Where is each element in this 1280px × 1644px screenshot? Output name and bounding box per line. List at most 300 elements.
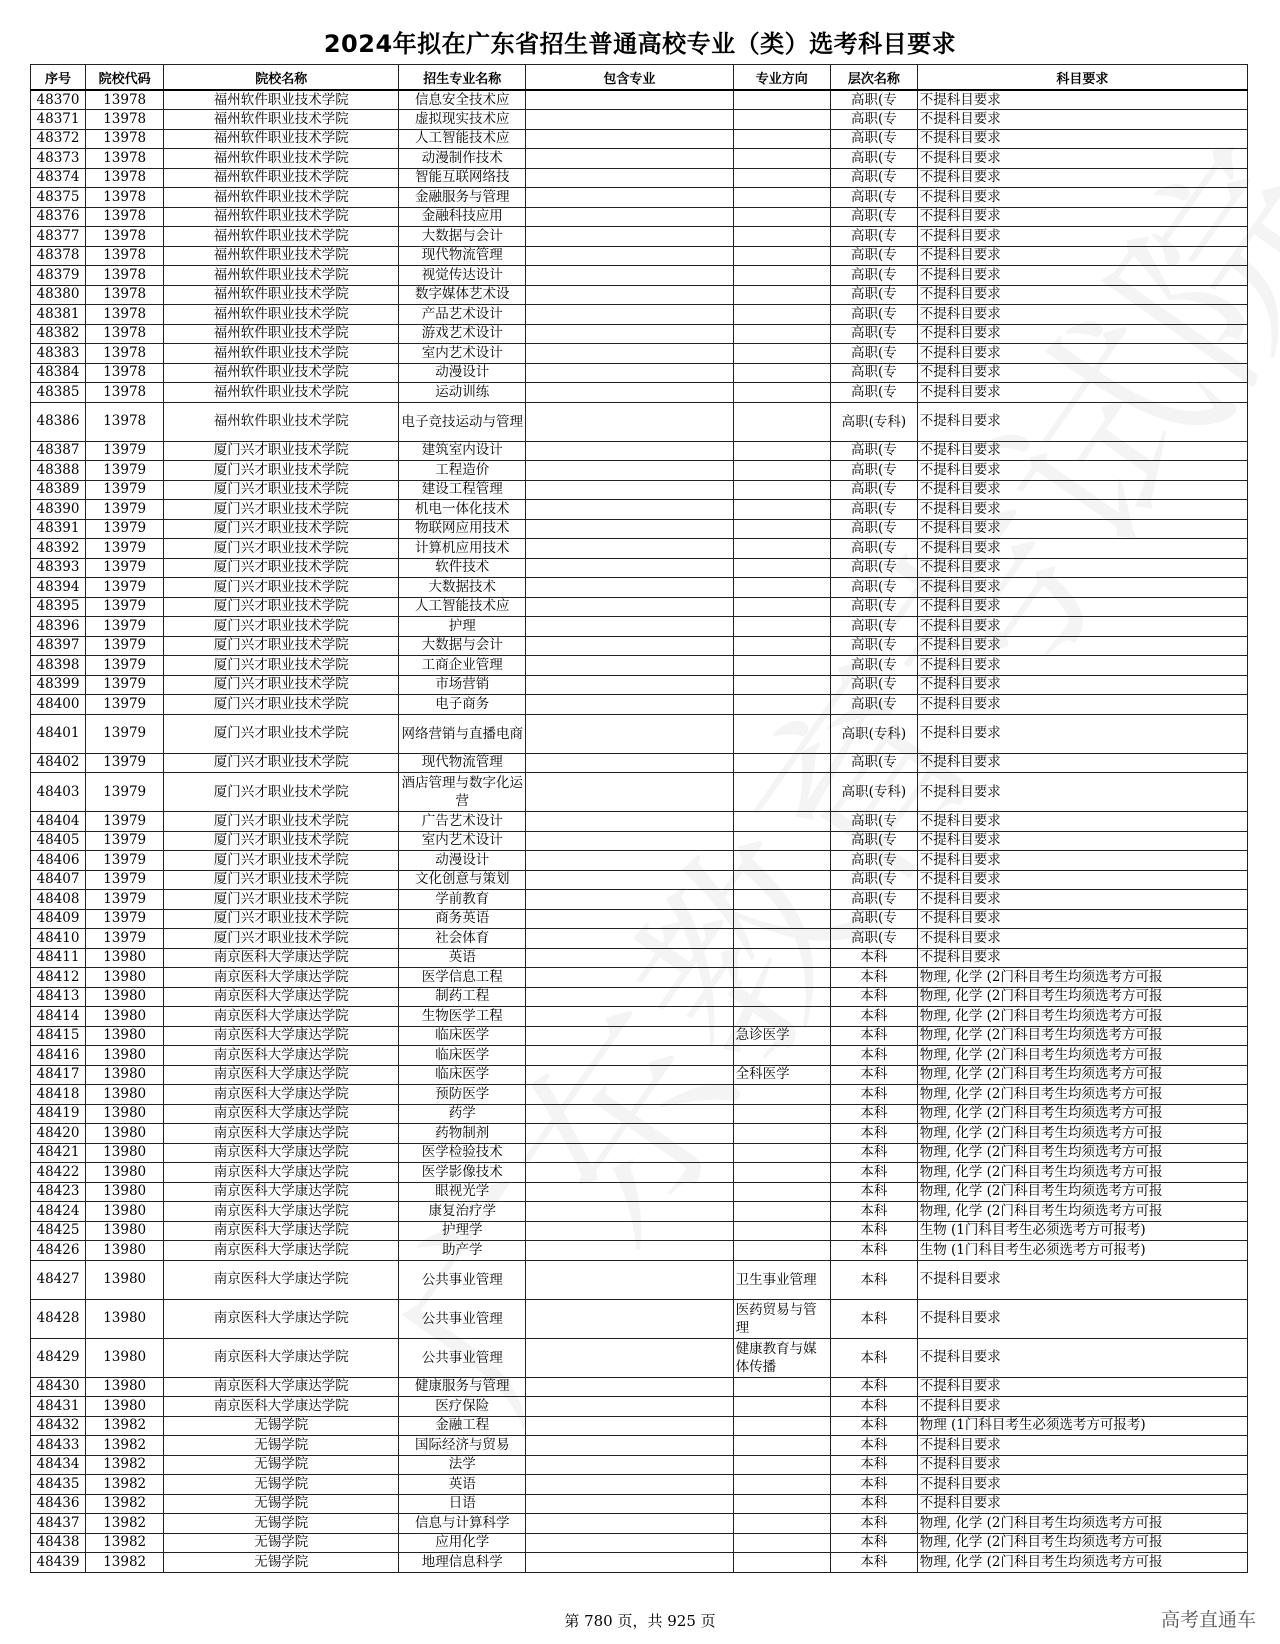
cell-seq: 48395 bbox=[31, 597, 86, 617]
cell-school-name: 福州软件职业技术学院 bbox=[164, 363, 399, 383]
cell-seq: 48386 bbox=[31, 402, 86, 441]
cell-subject-requirement: 不提科目要求 bbox=[917, 539, 1247, 559]
cell-major-direction: 医药贸易与管理 bbox=[733, 1299, 830, 1338]
cell-school-code: 13980 bbox=[86, 987, 164, 1007]
cell-major-name: 智能互联网络技 bbox=[399, 168, 526, 188]
cell-included-majors bbox=[526, 1007, 733, 1027]
cell-school-code: 13980 bbox=[86, 1085, 164, 1105]
cell-seq: 48382 bbox=[31, 324, 86, 344]
cell-included-majors bbox=[526, 948, 733, 968]
cell-seq: 48435 bbox=[31, 1475, 86, 1495]
table-row bbox=[31, 617, 1248, 637]
table-row bbox=[31, 890, 1248, 910]
cell-included-majors bbox=[526, 851, 733, 871]
cell-seq: 48392 bbox=[31, 539, 86, 559]
cell-subject-requirement: 不提科目要求 bbox=[917, 929, 1247, 949]
cell-seq: 48390 bbox=[31, 500, 86, 520]
cell-major-direction bbox=[733, 461, 830, 481]
cell-school-code: 13980 bbox=[86, 1046, 164, 1066]
cell-subject-requirement: 物理, 化学 (2门科目考生均须选考方可报 bbox=[917, 1514, 1247, 1534]
cell-level: 高职(专 bbox=[830, 285, 917, 305]
cell-major-name: 应用化学 bbox=[399, 1533, 526, 1553]
cell-seq: 48413 bbox=[31, 987, 86, 1007]
cell-included-majors bbox=[526, 597, 733, 617]
cell-major-direction bbox=[733, 1007, 830, 1027]
cell-major-direction bbox=[733, 402, 830, 441]
cell-major-name: 建筑室内设计 bbox=[399, 441, 526, 461]
cell-level: 高职(专 bbox=[830, 617, 917, 637]
cell-major-name: 英语 bbox=[399, 1475, 526, 1495]
cell-major-name: 药学 bbox=[399, 1104, 526, 1124]
cell-school-name: 厦门兴才职业技术学院 bbox=[164, 539, 399, 559]
cell-school-name: 福州软件职业技术学院 bbox=[164, 168, 399, 188]
cell-level: 本科 bbox=[830, 1065, 917, 1085]
cell-school-code: 13979 bbox=[86, 890, 164, 910]
cell-major-name: 动漫制作技术 bbox=[399, 149, 526, 169]
cell-included-majors bbox=[526, 324, 733, 344]
page-number: 第 780 页，共 925 页 bbox=[564, 1612, 716, 1630]
cell-major-direction bbox=[733, 1241, 830, 1261]
cell-major-direction bbox=[733, 1455, 830, 1475]
cell-school-code: 13979 bbox=[86, 441, 164, 461]
column-header-level: 层次名称 bbox=[830, 65, 917, 91]
cell-included-majors bbox=[526, 675, 733, 695]
cell-major-direction bbox=[733, 90, 830, 110]
cell-school-name: 福州软件职业技术学院 bbox=[164, 266, 399, 286]
cell-major-name: 护理 bbox=[399, 617, 526, 637]
cell-school-code: 13980 bbox=[86, 1182, 164, 1202]
table-row bbox=[31, 1065, 1248, 1085]
cell-level: 本科 bbox=[830, 1514, 917, 1534]
table-row bbox=[31, 168, 1248, 188]
cell-school-name: 南京医科大学康达学院 bbox=[164, 1377, 399, 1397]
table-row bbox=[31, 753, 1248, 773]
cell-major-direction bbox=[733, 480, 830, 500]
cell-school-name: 福州软件职业技术学院 bbox=[164, 149, 399, 169]
cell-seq: 48396 bbox=[31, 617, 86, 637]
table-header-row bbox=[31, 65, 1248, 91]
cell-included-majors bbox=[526, 441, 733, 461]
cell-level: 高职(专 bbox=[830, 656, 917, 676]
cell-subject-requirement: 不提科目要求 bbox=[917, 695, 1247, 715]
cell-school-name: 厦门兴才职业技术学院 bbox=[164, 519, 399, 539]
cell-school-code: 13978 bbox=[86, 324, 164, 344]
cell-school-name: 福州软件职业技术学院 bbox=[164, 129, 399, 149]
cell-included-majors bbox=[526, 929, 733, 949]
cell-major-direction bbox=[733, 617, 830, 637]
cell-major-direction: 健康教育与媒体传播 bbox=[733, 1338, 830, 1377]
cell-major-name: 物联网应用技术 bbox=[399, 519, 526, 539]
cell-included-majors bbox=[526, 1299, 733, 1338]
cell-major-direction bbox=[733, 714, 830, 753]
cell-level: 高职(专 bbox=[830, 812, 917, 832]
cell-major-direction bbox=[733, 149, 830, 169]
cell-seq: 48370 bbox=[31, 90, 86, 110]
cell-major-name: 临床医学 bbox=[399, 1065, 526, 1085]
cell-school-name: 南京医科大学康达学院 bbox=[164, 1221, 399, 1241]
cell-seq: 48430 bbox=[31, 1377, 86, 1397]
cell-subject-requirement: 物理, 化学 (2门科目考生均须选考方可报 bbox=[917, 1553, 1247, 1573]
cell-school-code: 13979 bbox=[86, 597, 164, 617]
cell-school-code: 13979 bbox=[86, 617, 164, 637]
cell-school-code: 13979 bbox=[86, 714, 164, 753]
cell-subject-requirement: 物理, 化学 (2门科目考生均须选考方可报 bbox=[917, 1124, 1247, 1144]
table-row bbox=[31, 1436, 1248, 1456]
table-row bbox=[31, 324, 1248, 344]
cell-major-name: 学前教育 bbox=[399, 890, 526, 910]
table-row bbox=[31, 1124, 1248, 1144]
cell-school-name: 厦门兴才职业技术学院 bbox=[164, 851, 399, 871]
table-row bbox=[31, 285, 1248, 305]
cell-major-name: 电子竞技运动与管理 bbox=[399, 402, 526, 441]
cell-level: 本科 bbox=[830, 1475, 917, 1495]
table-row bbox=[31, 227, 1248, 247]
cell-level: 本科 bbox=[830, 1299, 917, 1338]
cell-level: 高职(专 bbox=[830, 363, 917, 383]
cell-included-majors bbox=[526, 695, 733, 715]
cell-included-majors bbox=[526, 773, 733, 812]
cell-major-name: 广告艺术设计 bbox=[399, 812, 526, 832]
cell-major-name: 医疗保险 bbox=[399, 1397, 526, 1417]
cell-major-direction bbox=[733, 1085, 830, 1105]
cell-included-majors bbox=[526, 1416, 733, 1436]
cell-school-name: 厦门兴才职业技术学院 bbox=[164, 753, 399, 773]
cell-seq: 48423 bbox=[31, 1182, 86, 1202]
cell-major-name: 产品艺术设计 bbox=[399, 305, 526, 325]
cell-school-code: 13980 bbox=[86, 1338, 164, 1377]
column-header-major-name: 招生专业名称 bbox=[399, 65, 526, 91]
cell-school-code: 13980 bbox=[86, 1104, 164, 1124]
cell-school-name: 厦门兴才职业技术学院 bbox=[164, 480, 399, 500]
cell-level: 高职(专 bbox=[830, 870, 917, 890]
cell-level: 高职(专 bbox=[830, 305, 917, 325]
cell-school-name: 厦门兴才职业技术学院 bbox=[164, 831, 399, 851]
table-row bbox=[31, 1299, 1248, 1338]
cell-major-direction bbox=[733, 1377, 830, 1397]
cell-major-direction bbox=[733, 1494, 830, 1514]
cell-major-direction bbox=[733, 1475, 830, 1495]
cell-included-majors bbox=[526, 149, 733, 169]
table-row bbox=[31, 149, 1248, 169]
table-row bbox=[31, 675, 1248, 695]
cell-seq: 48419 bbox=[31, 1104, 86, 1124]
cell-level: 本科 bbox=[830, 1104, 917, 1124]
cell-school-name: 福州软件职业技术学院 bbox=[164, 324, 399, 344]
cell-subject-requirement: 物理, 化学 (2门科目考生均须选考方可报 bbox=[917, 987, 1247, 1007]
cell-school-name: 福州软件职业技术学院 bbox=[164, 207, 399, 227]
cell-subject-requirement: 不提科目要求 bbox=[917, 285, 1247, 305]
cell-included-majors bbox=[526, 500, 733, 520]
cell-school-name: 福州软件职业技术学院 bbox=[164, 227, 399, 247]
cell-major-name: 商务英语 bbox=[399, 909, 526, 929]
cell-included-majors bbox=[526, 1085, 733, 1105]
cell-level: 高职(专 bbox=[830, 168, 917, 188]
cell-included-majors bbox=[526, 266, 733, 286]
cell-level: 高职(专 bbox=[830, 890, 917, 910]
cell-subject-requirement: 不提科目要求 bbox=[917, 656, 1247, 676]
cell-level: 高职(专 bbox=[830, 753, 917, 773]
cell-subject-requirement: 不提科目要求 bbox=[917, 1338, 1247, 1377]
cell-level: 高职(专 bbox=[830, 344, 917, 364]
cell-major-name: 视觉传达设计 bbox=[399, 266, 526, 286]
cell-school-code: 13980 bbox=[86, 1241, 164, 1261]
cell-level: 高职(专 bbox=[830, 461, 917, 481]
cell-school-code: 13978 bbox=[86, 207, 164, 227]
cell-school-name: 南京医科大学康达学院 bbox=[164, 948, 399, 968]
table-row bbox=[31, 1221, 1248, 1241]
cell-school-code: 13982 bbox=[86, 1416, 164, 1436]
table-row bbox=[31, 1416, 1248, 1436]
cell-major-direction bbox=[733, 1163, 830, 1183]
cell-seq: 48389 bbox=[31, 480, 86, 500]
cell-seq: 48436 bbox=[31, 1494, 86, 1514]
cell-level: 本科 bbox=[830, 1455, 917, 1475]
cell-included-majors bbox=[526, 909, 733, 929]
table-row bbox=[31, 1241, 1248, 1261]
cell-school-code: 13978 bbox=[86, 344, 164, 364]
cell-school-code: 13980 bbox=[86, 1143, 164, 1163]
cell-school-name: 南京医科大学康达学院 bbox=[164, 968, 399, 988]
cell-seq: 48420 bbox=[31, 1124, 86, 1144]
cell-subject-requirement: 物理, 化学 (2门科目考生均须选考方可报 bbox=[917, 1104, 1247, 1124]
cell-major-direction bbox=[733, 890, 830, 910]
table-row bbox=[31, 363, 1248, 383]
cell-subject-requirement: 不提科目要求 bbox=[917, 110, 1247, 130]
table-row bbox=[31, 773, 1248, 812]
cell-included-majors bbox=[526, 831, 733, 851]
cell-included-majors bbox=[526, 207, 733, 227]
cell-school-name: 南京医科大学康达学院 bbox=[164, 1085, 399, 1105]
cell-seq: 48379 bbox=[31, 266, 86, 286]
cell-major-direction bbox=[733, 929, 830, 949]
cell-school-name: 福州软件职业技术学院 bbox=[164, 246, 399, 266]
cell-level: 高职(专 bbox=[830, 207, 917, 227]
cell-included-majors bbox=[526, 1202, 733, 1222]
cell-school-code: 13978 bbox=[86, 383, 164, 403]
cell-level: 本科 bbox=[830, 948, 917, 968]
cell-subject-requirement: 生物 (1门科目考生必须选考方可报考) bbox=[917, 1241, 1247, 1261]
cell-seq: 48439 bbox=[31, 1553, 86, 1573]
cell-included-majors bbox=[526, 539, 733, 559]
table-row bbox=[31, 1338, 1248, 1377]
cell-included-majors bbox=[526, 1143, 733, 1163]
cell-level: 本科 bbox=[830, 1124, 917, 1144]
cell-major-direction bbox=[733, 266, 830, 286]
cell-level: 高职(专 bbox=[830, 227, 917, 247]
cell-included-majors bbox=[526, 1046, 733, 1066]
cell-major-direction bbox=[733, 558, 830, 578]
cell-major-direction bbox=[733, 519, 830, 539]
cell-school-code: 13978 bbox=[86, 188, 164, 208]
cell-school-code: 13979 bbox=[86, 656, 164, 676]
cell-level: 高职(专 bbox=[830, 929, 917, 949]
subject-requirements-table bbox=[30, 64, 1248, 1573]
cell-major-direction bbox=[733, 870, 830, 890]
cell-subject-requirement: 不提科目要求 bbox=[917, 812, 1247, 832]
cell-subject-requirement: 不提科目要求 bbox=[917, 870, 1247, 890]
cell-major-name: 动漫设计 bbox=[399, 851, 526, 871]
cell-subject-requirement: 不提科目要求 bbox=[917, 480, 1247, 500]
cell-subject-requirement: 物理, 化学 (2门科目考生均须选考方可报 bbox=[917, 1046, 1247, 1066]
cell-level: 本科 bbox=[830, 1046, 917, 1066]
table-row bbox=[31, 129, 1248, 149]
cell-level: 本科 bbox=[830, 1494, 917, 1514]
cell-major-name: 药物制剂 bbox=[399, 1124, 526, 1144]
cell-subject-requirement: 不提科目要求 bbox=[917, 1377, 1247, 1397]
cell-school-code: 13979 bbox=[86, 695, 164, 715]
cell-level: 高职(专 bbox=[830, 558, 917, 578]
cell-level: 高职(专科) bbox=[830, 402, 917, 441]
cell-seq: 48407 bbox=[31, 870, 86, 890]
cell-seq: 48400 bbox=[31, 695, 86, 715]
cell-seq: 48384 bbox=[31, 363, 86, 383]
cell-major-direction bbox=[733, 344, 830, 364]
cell-seq: 48421 bbox=[31, 1143, 86, 1163]
cell-seq: 48402 bbox=[31, 753, 86, 773]
cell-school-code: 13978 bbox=[86, 246, 164, 266]
cell-subject-requirement: 不提科目要求 bbox=[917, 675, 1247, 695]
cell-included-majors bbox=[526, 714, 733, 753]
cell-school-code: 13979 bbox=[86, 870, 164, 890]
table-row bbox=[31, 500, 1248, 520]
cell-school-name: 福州软件职业技术学院 bbox=[164, 188, 399, 208]
cell-level: 高职(专 bbox=[830, 266, 917, 286]
cell-seq: 48422 bbox=[31, 1163, 86, 1183]
cell-subject-requirement: 不提科目要求 bbox=[917, 500, 1247, 520]
cell-seq: 48391 bbox=[31, 519, 86, 539]
cell-level: 本科 bbox=[830, 1026, 917, 1046]
cell-school-code: 13978 bbox=[86, 149, 164, 169]
cell-major-direction: 全科医学 bbox=[733, 1065, 830, 1085]
cell-included-majors bbox=[526, 870, 733, 890]
cell-school-name: 无锡学院 bbox=[164, 1436, 399, 1456]
table-row bbox=[31, 831, 1248, 851]
cell-school-name: 南京医科大学康达学院 bbox=[164, 1104, 399, 1124]
cell-major-direction bbox=[733, 773, 830, 812]
cell-school-name: 南京医科大学康达学院 bbox=[164, 1143, 399, 1163]
cell-seq: 48388 bbox=[31, 461, 86, 481]
cell-major-name: 日语 bbox=[399, 1494, 526, 1514]
cell-school-name: 厦门兴才职业技术学院 bbox=[164, 695, 399, 715]
cell-major-name: 文化创意与策划 bbox=[399, 870, 526, 890]
cell-major-name: 公共事业管理 bbox=[399, 1260, 526, 1299]
cell-subject-requirement: 不提科目要求 bbox=[917, 129, 1247, 149]
cell-major-direction bbox=[733, 909, 830, 929]
cell-major-name: 医学信息工程 bbox=[399, 968, 526, 988]
cell-school-name: 南京医科大学康达学院 bbox=[164, 1182, 399, 1202]
table-row bbox=[31, 948, 1248, 968]
cell-school-name: 厦门兴才职业技术学院 bbox=[164, 714, 399, 753]
cell-school-code: 13982 bbox=[86, 1494, 164, 1514]
cell-school-name: 厦门兴才职业技术学院 bbox=[164, 617, 399, 637]
cell-seq: 48377 bbox=[31, 227, 86, 247]
cell-school-name: 厦门兴才职业技术学院 bbox=[164, 500, 399, 520]
table-row bbox=[31, 1260, 1248, 1299]
cell-included-majors bbox=[526, 1241, 733, 1261]
column-header-subject-requirement: 科目要求 bbox=[917, 65, 1247, 91]
cell-school-name: 福州软件职业技术学院 bbox=[164, 90, 399, 110]
table-row bbox=[31, 597, 1248, 617]
table-row bbox=[31, 461, 1248, 481]
cell-major-name: 护理学 bbox=[399, 1221, 526, 1241]
cell-included-majors bbox=[526, 1377, 733, 1397]
cell-included-majors bbox=[526, 1182, 733, 1202]
table-row bbox=[31, 558, 1248, 578]
cell-school-code: 13980 bbox=[86, 948, 164, 968]
cell-school-name: 无锡学院 bbox=[164, 1416, 399, 1436]
cell-school-name: 南京医科大学康达学院 bbox=[164, 1338, 399, 1377]
cell-school-name: 南京医科大学康达学院 bbox=[164, 1065, 399, 1085]
cell-included-majors bbox=[526, 1455, 733, 1475]
cell-level: 高职(专 bbox=[830, 578, 917, 598]
cell-included-majors bbox=[526, 461, 733, 481]
cell-level: 本科 bbox=[830, 1241, 917, 1261]
cell-included-majors bbox=[526, 1397, 733, 1417]
cell-school-name: 无锡学院 bbox=[164, 1475, 399, 1495]
cell-level: 高职(专 bbox=[830, 519, 917, 539]
cell-subject-requirement: 不提科目要求 bbox=[917, 227, 1247, 247]
cell-major-direction bbox=[733, 500, 830, 520]
cell-subject-requirement: 不提科目要求 bbox=[917, 149, 1247, 169]
cell-school-code: 13978 bbox=[86, 227, 164, 247]
cell-major-name: 预防医学 bbox=[399, 1085, 526, 1105]
cell-school-code: 13980 bbox=[86, 1377, 164, 1397]
cell-subject-requirement: 物理, 化学 (2门科目考生均须选考方可报 bbox=[917, 1085, 1247, 1105]
cell-school-name: 厦门兴才职业技术学院 bbox=[164, 890, 399, 910]
cell-seq: 48428 bbox=[31, 1299, 86, 1338]
cell-subject-requirement: 不提科目要求 bbox=[917, 266, 1247, 286]
cell-school-name: 无锡学院 bbox=[164, 1455, 399, 1475]
cell-school-code: 13980 bbox=[86, 1065, 164, 1085]
cell-level: 本科 bbox=[830, 1436, 917, 1456]
cell-seq: 48438 bbox=[31, 1533, 86, 1553]
cell-school-name: 南京医科大学康达学院 bbox=[164, 1026, 399, 1046]
cell-major-name: 生物医学工程 bbox=[399, 1007, 526, 1027]
cell-school-code: 13979 bbox=[86, 831, 164, 851]
cell-school-code: 13978 bbox=[86, 363, 164, 383]
cell-major-name: 虚拟现实技术应 bbox=[399, 110, 526, 130]
cell-school-code: 13978 bbox=[86, 168, 164, 188]
cell-included-majors bbox=[526, 987, 733, 1007]
cell-major-name: 运动训练 bbox=[399, 383, 526, 403]
cell-major-direction bbox=[733, 1046, 830, 1066]
cell-included-majors bbox=[526, 1026, 733, 1046]
cell-seq: 48437 bbox=[31, 1514, 86, 1534]
cell-major-name: 人工智能技术应 bbox=[399, 597, 526, 617]
cell-major-direction bbox=[733, 1416, 830, 1436]
table-row bbox=[31, 344, 1248, 364]
cell-school-name: 南京医科大学康达学院 bbox=[164, 1163, 399, 1183]
cell-seq: 48380 bbox=[31, 285, 86, 305]
cell-school-code: 13978 bbox=[86, 285, 164, 305]
cell-seq: 48403 bbox=[31, 773, 86, 812]
cell-included-majors bbox=[526, 1065, 733, 1085]
cell-major-direction bbox=[733, 188, 830, 208]
cell-seq: 48409 bbox=[31, 909, 86, 929]
cell-school-code: 13978 bbox=[86, 129, 164, 149]
cell-major-direction bbox=[733, 675, 830, 695]
cell-subject-requirement: 不提科目要求 bbox=[917, 519, 1247, 539]
cell-school-name: 南京医科大学康达学院 bbox=[164, 1046, 399, 1066]
cell-major-direction bbox=[733, 539, 830, 559]
page-title: 2024年拟在广东省招生普通高校专业（类）选考科目要求 bbox=[323, 30, 957, 58]
cell-school-code: 13980 bbox=[86, 1260, 164, 1299]
cell-subject-requirement: 物理, 化学 (2门科目考生均须选考方可报 bbox=[917, 1533, 1247, 1553]
cell-major-name: 制药工程 bbox=[399, 987, 526, 1007]
cell-level: 本科 bbox=[830, 1085, 917, 1105]
cell-level: 本科 bbox=[830, 1338, 917, 1377]
cell-major-name: 网络营销与直播电商 bbox=[399, 714, 526, 753]
